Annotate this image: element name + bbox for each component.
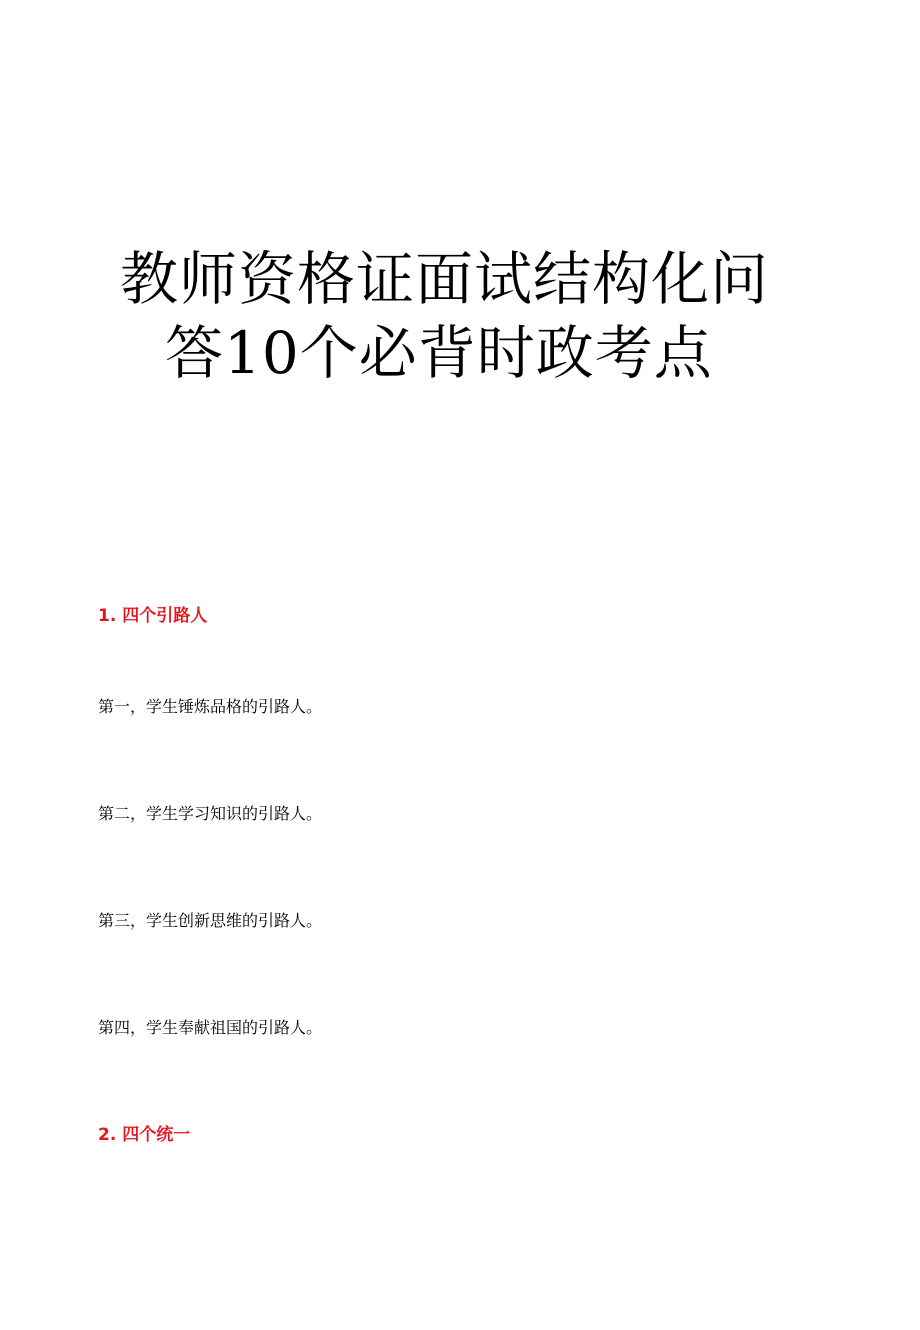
section-heading-2: 2. 四个统一 xyxy=(98,1125,191,1145)
section-heading-1: 1. 四个引路人 xyxy=(98,606,208,626)
title-line-2: 答10个必背时政考点 xyxy=(165,319,713,387)
title-line-1: 教师资格证面试结构化问 xyxy=(120,245,770,313)
section-1-item-4: 第四，学生奉献祖国的引路人。 xyxy=(98,1018,323,1037)
section-1-item-3: 第三，学生创新思维的引路人。 xyxy=(98,911,323,930)
section-1-item-2: 第二，学生学习知识的引路人。 xyxy=(98,804,323,823)
section-1-item-1: 第一，学生锤炼品格的引路人。 xyxy=(98,697,323,716)
